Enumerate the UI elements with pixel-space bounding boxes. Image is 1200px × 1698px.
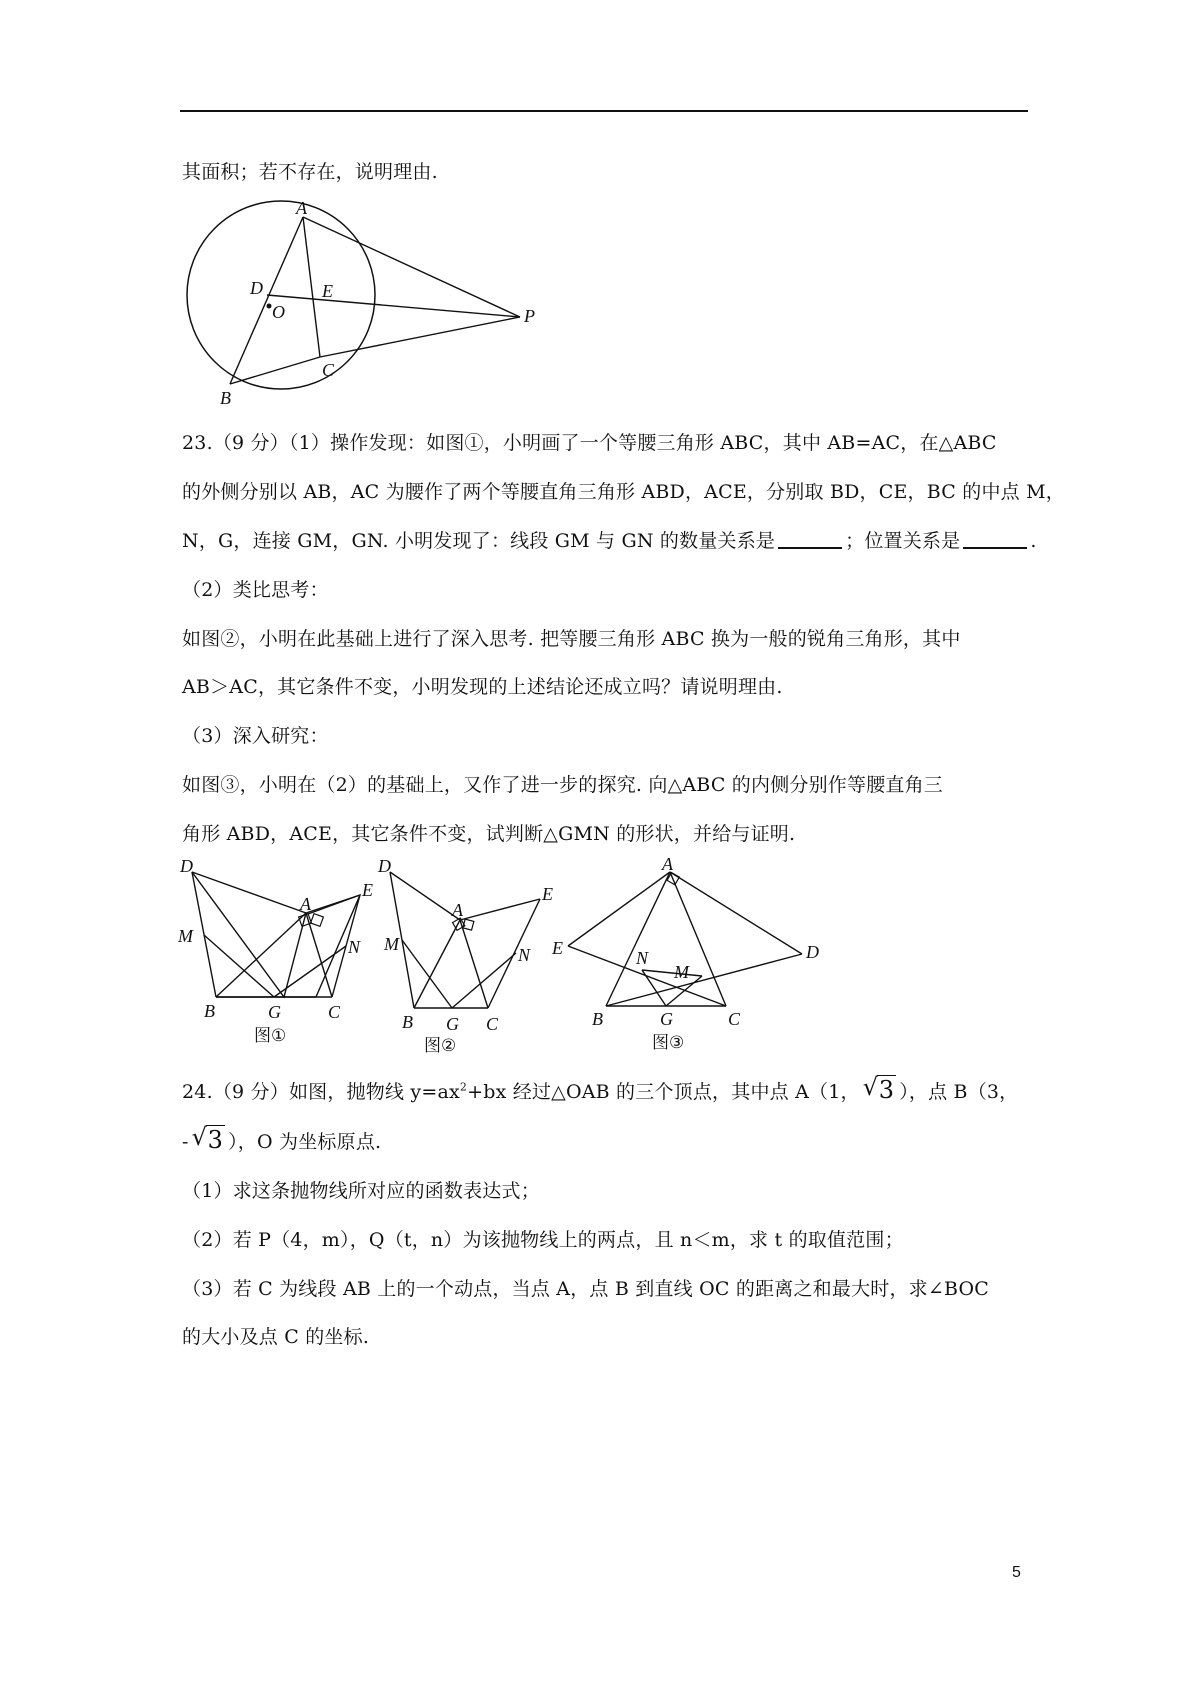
figure-3 — [551, 858, 819, 1053]
figure-1 — [177, 858, 373, 1046]
answer-blank-quantity — [778, 546, 842, 549]
svg-text:B: B — [204, 1001, 215, 1021]
label-P: P — [524, 306, 535, 326]
svg-text:B: B — [592, 1009, 603, 1029]
header-rule — [180, 110, 1028, 112]
svg-text:G: G — [268, 1002, 281, 1022]
q24-part2: （2）若 P（4，m），Q（t，n）为该抛物线上的两点，且 n＜m，求 t 的取值范围； — [182, 1229, 904, 1251]
svg-text:E: E — [362, 880, 373, 900]
caption-fig1: 图① — [254, 1026, 287, 1046]
svg-text:A: A — [452, 900, 463, 920]
svg-text:N: N — [348, 937, 361, 957]
q23-part3-title: （3）深入研究： — [182, 725, 329, 747]
page-number: 5 — [1012, 1564, 1021, 1581]
svg-text:A: A — [300, 894, 311, 914]
q23-part2-line1: 如图②，小明在此基础上进行了深入思考. 把等腰三角形 ABC 换为一般的锐角三角形，其中 — [182, 628, 961, 650]
label-O: O — [272, 302, 285, 322]
label-D: D — [250, 278, 263, 298]
svg-text:M: M — [384, 934, 399, 954]
svg-text:C: C — [328, 1002, 341, 1022]
sqrt-3-a: √ 3 — [862, 1073, 895, 1104]
svg-text:C: C — [728, 1009, 741, 1029]
svg-text:N: N — [518, 945, 531, 965]
caption-fig2: 图② — [424, 1036, 457, 1056]
q23-part2-title: （2）类比思考： — [182, 579, 329, 601]
q24-part3-line2: 的大小及点 C 的坐标. — [182, 1326, 370, 1348]
q24-line2: - √ 3 ），O 为坐标原点. — [182, 1123, 382, 1154]
svg-text:E: E — [552, 938, 563, 958]
q24-part3-line1: （3）若 C 为线段 AB 上的一个动点，当点 A，点 B 到直线 OC 的距离之和最大时，求∠BOC — [182, 1278, 990, 1300]
continued-text: 其面积；若不存在，说明理由. — [182, 161, 438, 183]
q24-part1: （1）求这条抛物线所对应的函数表达式； — [182, 1180, 540, 1202]
svg-text:D: D — [806, 942, 819, 962]
svg-text:M: M — [178, 926, 193, 946]
label-B: B — [220, 388, 231, 408]
sqrt-3-b: √ 3 — [191, 1123, 224, 1154]
q24-line1: 24.（9 分）如图，抛物线 $y=ax^2+bx$ 经过△OAB 的三个顶点，其中点 A（1， √ 3 ），点 B（3， — [182, 1073, 1019, 1104]
caption-fig3: 图③ — [652, 1033, 685, 1053]
svg-text:A: A — [662, 858, 673, 874]
svg-text:E: E — [542, 884, 553, 904]
q23-line1: 23.（9 分）（1）操作发现：如图①，小明画了一个等腰三角形 ABC，其中 AB=AC，在△ABC — [182, 432, 997, 454]
label-E: E — [322, 281, 333, 301]
svg-text:B: B — [402, 1012, 413, 1032]
svg-text:G: G — [446, 1014, 459, 1034]
q23-line2: 的外侧分别以 AB，AC 为腰作了两个等腰直角三角形 ABD，ACE，分别取 BD，CE，BC 的中点 M， — [182, 481, 1065, 503]
svg-text:D: D — [180, 858, 193, 876]
svg-text:N: N — [636, 948, 649, 968]
q23-part3-line1: 如图③，小明在（2）的基础上，又作了进一步的探究. 向△ABC 的内侧分别作等腰直角三 — [182, 774, 943, 796]
q23-figures — [176, 858, 896, 1062]
circle-figure — [176, 200, 556, 414]
q23-part2-line2: AB＞AC，其它条件不变，小明发现的上述结论还成立吗？请说明理由. — [182, 676, 783, 698]
figure-2 — [377, 858, 553, 1056]
svg-text:C: C — [486, 1014, 499, 1034]
label-A: A — [296, 200, 307, 218]
svg-text:D: D — [378, 858, 391, 876]
label-C: C — [322, 360, 335, 380]
answer-blank-position — [963, 546, 1027, 549]
svg-text:G: G — [660, 1009, 673, 1029]
svg-text:M: M — [674, 962, 689, 982]
q23-line3: N，G，连接 GM，GN. 小明发现了：线段 GM 与 GN 的数量关系是 ；位置关系是 . — [182, 530, 1037, 552]
q23-part3-line2: 角形 ABD，ACE，其它条件不变，试判断△GMN 的形状，并给与证明. — [182, 823, 796, 845]
